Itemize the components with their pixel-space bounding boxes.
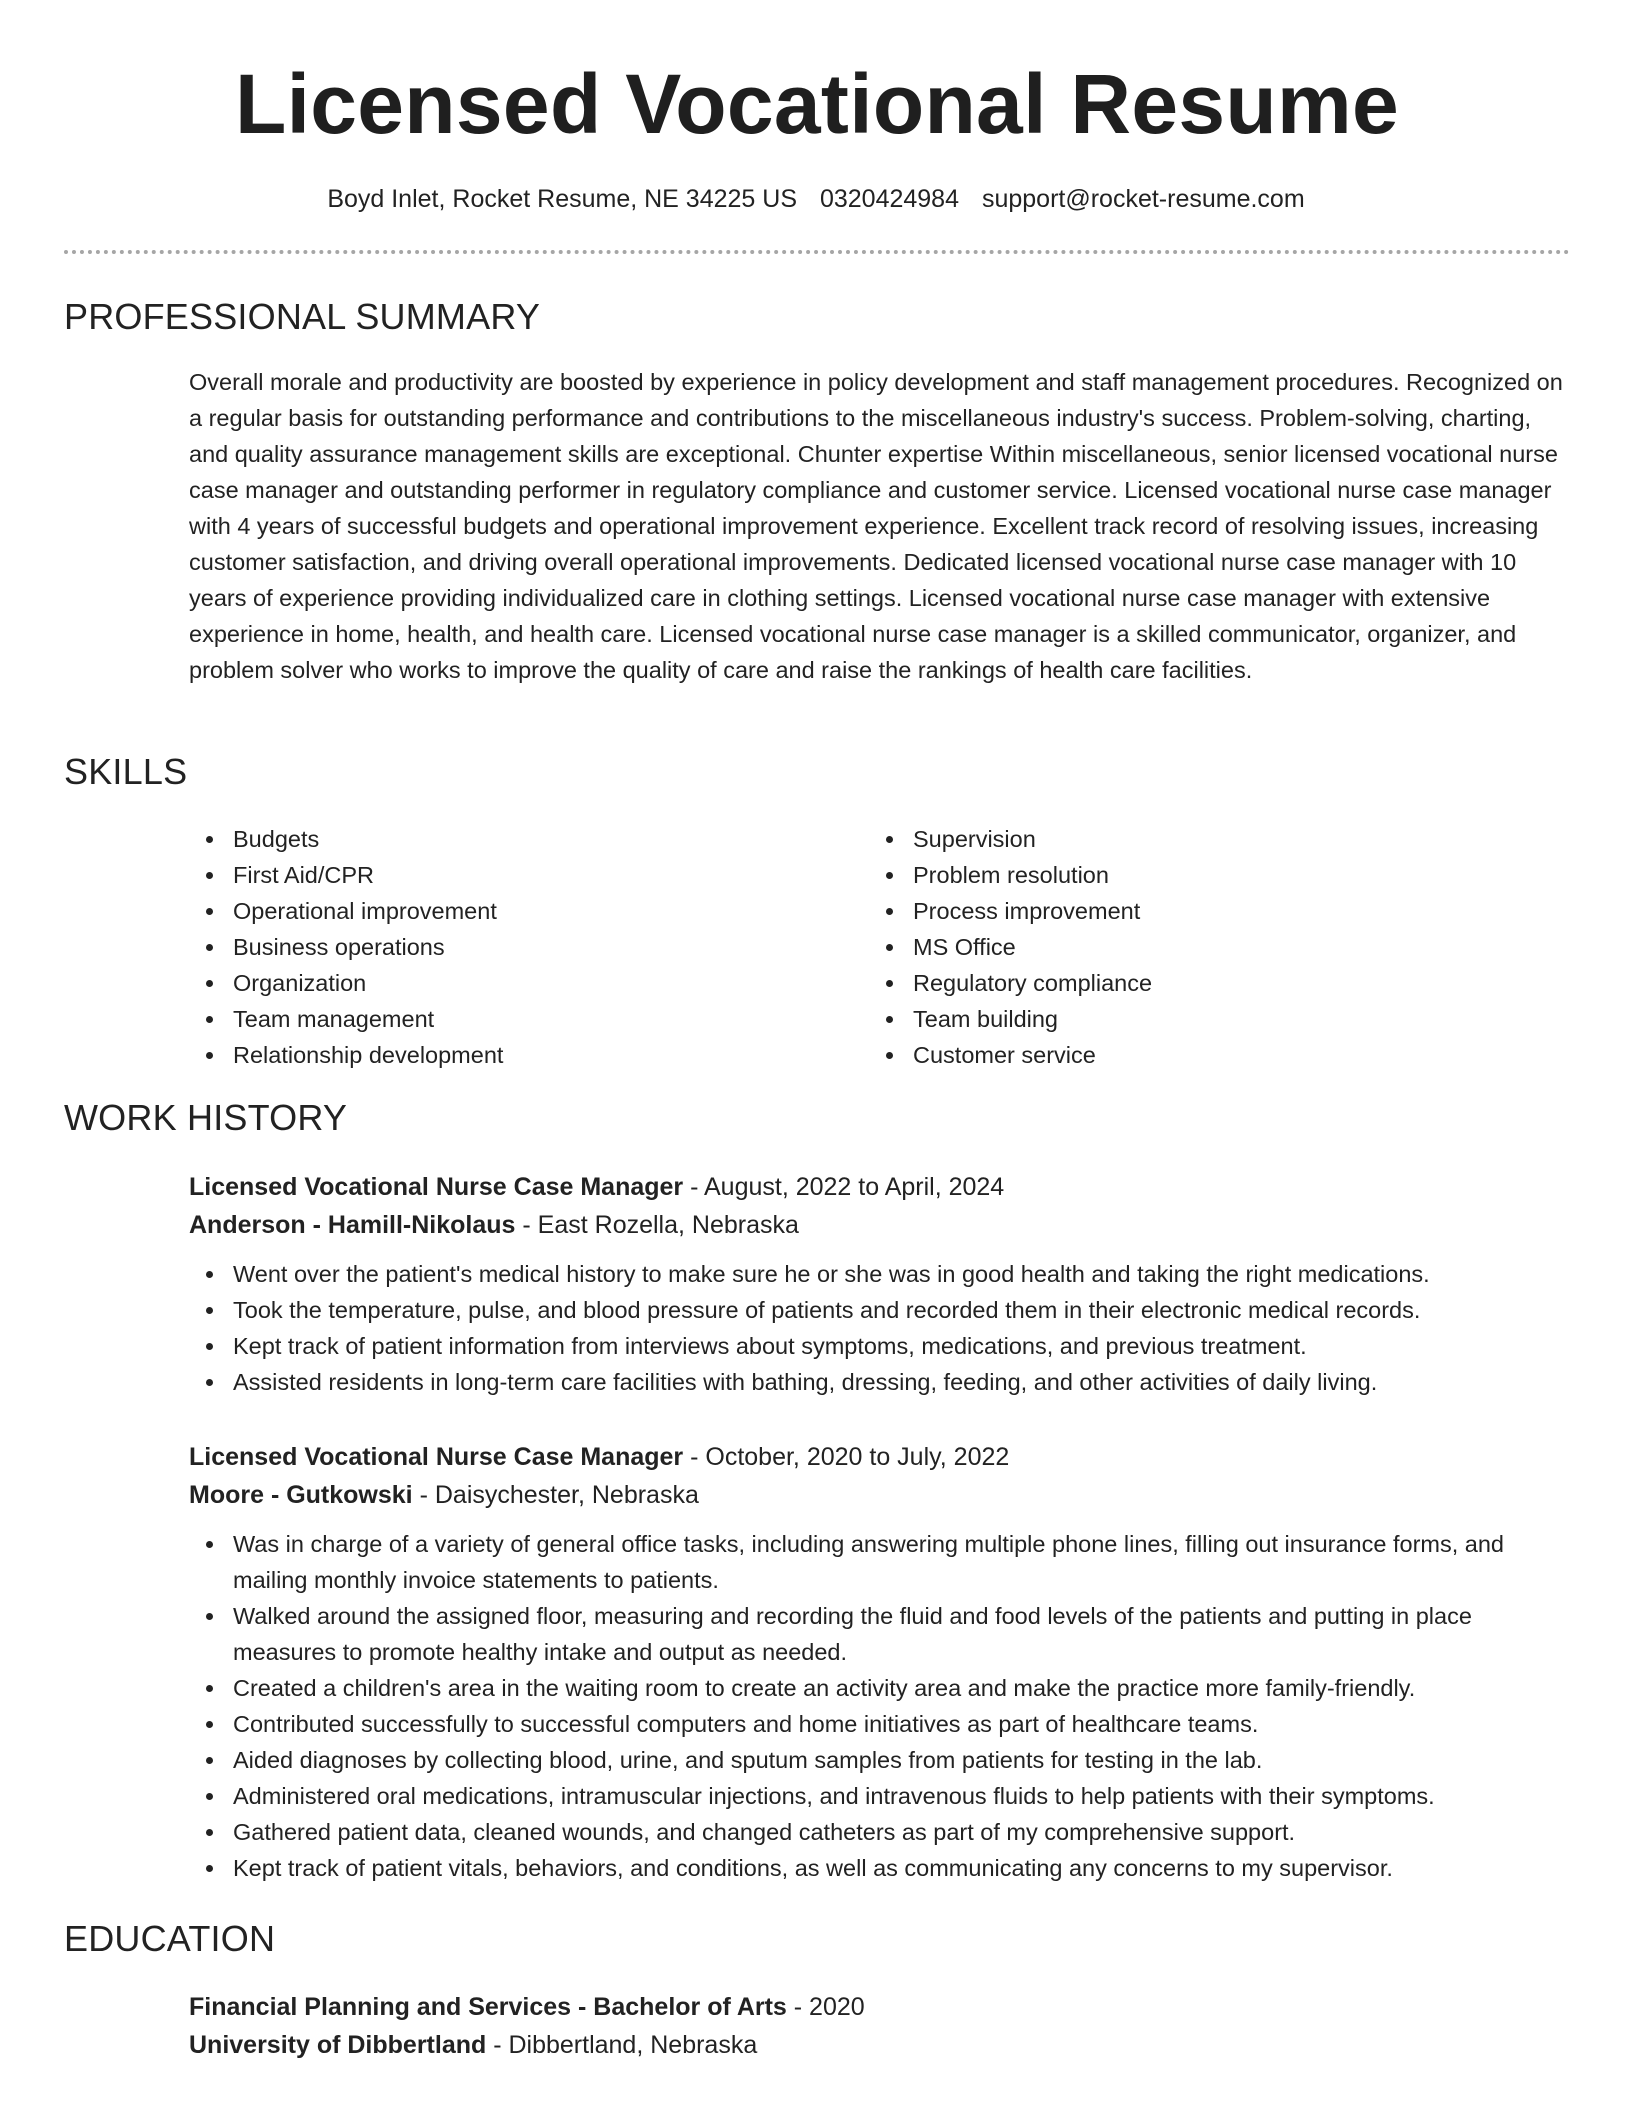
job-bullet: Kept track of patient information from interviews about symptoms, medications, and previous treatment. (189, 1328, 1570, 1364)
job-bullet: Kept track of patient vitals, behaviors, and conditions, as well as communicating any concerns to my supervisor. (189, 1850, 1570, 1886)
contact-email: support@rocket-resume.com (981, 185, 1305, 213)
skill-item: Operational improvement (189, 893, 869, 929)
job-bullet: Took the temperature, pulse, and blood pressure of patients and recorded them in their electronic medical records. (189, 1292, 1570, 1328)
job-bullet: Administered oral medications, intramuscular injections, and intravenous fluids to help patients with their symptoms. (189, 1778, 1570, 1814)
skills-section (189, 821, 1570, 1073)
education-heading: EDUCATION (64, 1918, 276, 1959)
job-bullets (189, 1256, 1570, 1400)
contact-address: Boyd Inlet, Rocket Resume, NE 34225 US (327, 185, 797, 213)
header-divider (64, 250, 1570, 254)
job-location: - Daisychester, Nebraska (412, 1481, 699, 1509)
job-title-line (189, 1438, 1570, 1476)
job-dates: - August, 2022 to April, 2024 (683, 1173, 1005, 1201)
job-title: Licensed Vocational Nurse Case Manager (189, 1173, 684, 1201)
job-bullet: Went over the patient's medical history to make sure he or she was in good health and taking the right medications. (189, 1256, 1570, 1292)
skill-item: Supervision (869, 821, 1549, 857)
skill-item: MS Office (869, 929, 1549, 965)
job-bullet: Created a children's area in the waiting room to create an activity area and make the practice more family-friendly. (189, 1670, 1570, 1706)
summary-heading: PROFESSIONAL SUMMARY (64, 296, 541, 337)
job-company-line (189, 1206, 1570, 1244)
skill-item: Team building (869, 1001, 1549, 1037)
job-title-line (189, 1168, 1570, 1206)
job-title: Licensed Vocational Nurse Case Manager (189, 1443, 684, 1471)
skills-left-list (189, 821, 869, 1073)
skill-item: First Aid/CPR (189, 857, 869, 893)
skill-item: Problem resolution (869, 857, 1549, 893)
education-entry (189, 1988, 1570, 2064)
contact-line (0, 182, 1632, 216)
education-school: University of Dibbertland (189, 2031, 487, 2059)
job-bullet: Contributed successfully to successful computers and home initiatives as part of healthcare teams. (189, 1706, 1570, 1742)
job-bullet: Walked around the assigned floor, measuring and recording the fluid and food levels of the patients and putting in place measures to promote healthy intake and output as needed. (189, 1598, 1570, 1670)
job-bullet: Was in charge of a variety of general office tasks, including answering multiple phone lines, filling out insurance forms, and mailing monthly invoice statements to patients. (189, 1526, 1570, 1598)
job-company-line (189, 1476, 1570, 1514)
skills-right-list (869, 821, 1549, 1073)
job-bullet: Assisted residents in long-term care facilities with bathing, dressing, feeding, and other activities of daily living. (189, 1364, 1570, 1400)
job-bullet: Gathered patient data, cleaned wounds, and changed catheters as part of my comprehensive support. (189, 1814, 1570, 1850)
skill-item: Regulatory compliance (869, 965, 1549, 1001)
job-location: - East Rozella, Nebraska (515, 1211, 799, 1239)
skill-item: Process improvement (869, 893, 1549, 929)
job-bullets (189, 1526, 1570, 1886)
job-dates: - October, 2020 to July, 2022 (683, 1443, 1010, 1471)
job-entry (189, 1438, 1570, 1886)
job-entry (189, 1168, 1570, 1400)
summary-section (189, 364, 1570, 688)
skills-columns (189, 821, 1570, 1073)
summary-text: Overall morale and productivity are boosted by experience in policy development and staff management procedures. Recognized on a regular basis for outstanding performance and contributions to the miscellaneous industry's success. Problem-solving, charting, and quality assurance management skills are exceptional. Chunter expertise Within miscellaneous, senior licensed vocational nurse case manager and outstanding performer in regulatory compliance and customer service. Licensed vocational nurse case manager with 4 years of successful budgets and operational improvement experience. Excellent track record of resolving issues, increasing customer satisfaction, and driving overall operational improvements. Dedicated licensed vocational nurse case manager with 10 years of experience providing individualized care in clothing settings. Licensed vocational nurse case manager with extensive experience in home, health, and health care. Licensed vocational nurse case manager is a skilled communicator, organizer, and problem solver who works to improve the quality of care and raise the rankings of health care facilities. (189, 369, 1563, 683)
education-degree: Financial Planning and Services - Bachelor of Arts (189, 1993, 787, 2021)
education-school-line (189, 2026, 1570, 2064)
skill-item: Team management (189, 1001, 869, 1037)
skill-item: Relationship development (189, 1037, 869, 1073)
resume-title: Licensed Vocational Resume (235, 57, 1399, 151)
contact-phone: 0320424984 (819, 185, 959, 213)
education-degree-line (189, 1988, 1570, 2026)
education-year: - 2020 (786, 1993, 865, 2021)
skill-item: Budgets (189, 821, 869, 857)
work-heading: WORK HISTORY (64, 1097, 348, 1138)
education-location: - Dibbertland, Nebraska (486, 2031, 758, 2059)
skill-item: Customer service (869, 1037, 1549, 1073)
job-bullet: Aided diagnoses by collecting blood, urine, and sputum samples from patients for testing in the lab. (189, 1742, 1570, 1778)
skill-item: Business operations (189, 929, 869, 965)
job-company: Anderson - Hamill-Nikolaus (189, 1211, 516, 1239)
skills-heading: SKILLS (64, 751, 188, 792)
job-company: Moore - Gutkowski (189, 1481, 413, 1509)
skill-item: Organization (189, 965, 869, 1001)
